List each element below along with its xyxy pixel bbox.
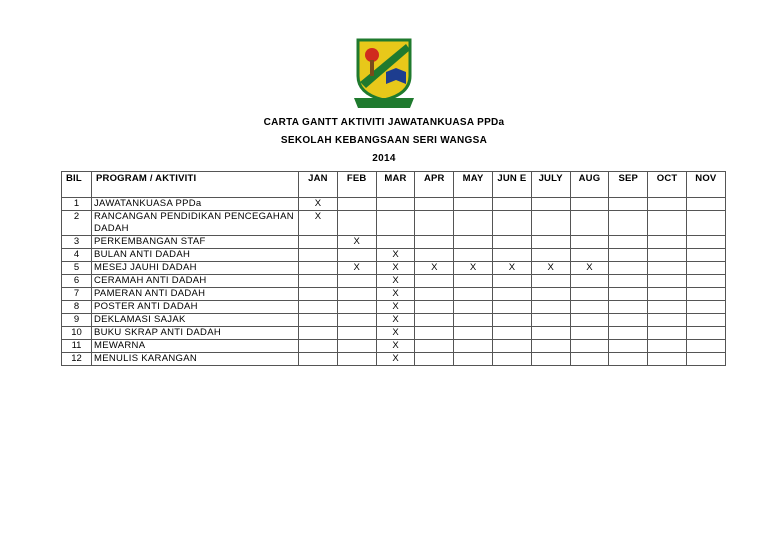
- month-mark-cell: [531, 327, 570, 340]
- row-bil-cell: 5: [62, 262, 92, 275]
- month-mark-cell: [299, 301, 338, 314]
- month-mark-cell: [570, 288, 609, 301]
- crest-red-emblem: [365, 48, 379, 62]
- row-program-cell: RANCANGAN PENDIDIKAN PENCEGAHAN DADAH: [92, 211, 299, 236]
- header-program: PROGRAM / AKTIVITI: [92, 172, 299, 198]
- year-label: 2014: [372, 153, 396, 164]
- month-mark-cell: [415, 314, 454, 327]
- row-program-cell: CERAMAH ANTI DADAH: [92, 275, 299, 288]
- month-mark-cell: X: [299, 198, 338, 211]
- row-bil-cell: 7: [62, 288, 92, 301]
- month-mark-cell: [686, 288, 725, 301]
- month-mark-cell: [337, 353, 376, 366]
- month-mark-cell: [686, 340, 725, 353]
- row-bil-cell: 9: [62, 314, 92, 327]
- month-mark-cell: [570, 198, 609, 211]
- month-mark-cell: [492, 198, 531, 211]
- month-mark-cell: [531, 301, 570, 314]
- table-row: [62, 301, 726, 314]
- month-mark-cell: [531, 198, 570, 211]
- month-mark-cell: X: [376, 262, 415, 275]
- month-mark-cell: [531, 236, 570, 249]
- row-program-cell: MESEJ JAUHI DADAH: [92, 262, 299, 275]
- month-mark-cell: [609, 340, 648, 353]
- month-mark-cell: [609, 211, 648, 236]
- month-mark-cell: [376, 236, 415, 249]
- month-mark-cell: X: [376, 340, 415, 353]
- header-month-apr: APR: [415, 172, 454, 198]
- month-mark-cell: X: [492, 262, 531, 275]
- month-mark-cell: [648, 211, 687, 236]
- month-mark-cell: [570, 327, 609, 340]
- header-month-oct: OCT: [648, 172, 687, 198]
- month-mark-cell: [686, 236, 725, 249]
- month-mark-cell: [299, 236, 338, 249]
- row-program-cell: POSTER ANTI DADAH: [92, 301, 299, 314]
- table-header-row: [62, 172, 726, 198]
- row-program-cell: MENULIS KARANGAN: [92, 353, 299, 366]
- month-mark-cell: [570, 353, 609, 366]
- month-mark-cell: [454, 340, 493, 353]
- month-mark-cell: [415, 198, 454, 211]
- row-program-cell: DEKLAMASI SAJAK: [92, 314, 299, 327]
- month-mark-cell: [415, 288, 454, 301]
- month-mark-cell: X: [531, 262, 570, 275]
- month-mark-cell: [492, 301, 531, 314]
- header-month-may: MAY: [454, 172, 493, 198]
- month-mark-cell: [686, 262, 725, 275]
- month-mark-cell: [570, 314, 609, 327]
- row-bil-cell: 12: [62, 353, 92, 366]
- row-program-cell: MEWARNA: [92, 340, 299, 353]
- month-mark-cell: [492, 353, 531, 366]
- table-row: [62, 249, 726, 262]
- month-mark-cell: [337, 314, 376, 327]
- row-program-cell: BULAN ANTI DADAH: [92, 249, 299, 262]
- month-mark-cell: [415, 249, 454, 262]
- month-mark-cell: [337, 327, 376, 340]
- month-mark-cell: [337, 340, 376, 353]
- month-mark-cell: [531, 211, 570, 236]
- row-bil-cell: 2: [62, 211, 92, 236]
- month-mark-cell: X: [454, 262, 493, 275]
- month-mark-cell: [492, 327, 531, 340]
- month-mark-cell: [531, 288, 570, 301]
- row-program-cell: PERKEMBANGAN STAF: [92, 236, 299, 249]
- gantt-table: [61, 171, 726, 366]
- month-mark-cell: [686, 249, 725, 262]
- month-mark-cell: [415, 236, 454, 249]
- table-row: [62, 236, 726, 249]
- month-mark-cell: [609, 288, 648, 301]
- header-month-july: JULY: [531, 172, 570, 198]
- row-program-cell: PAMERAN ANTI DADAH: [92, 288, 299, 301]
- month-mark-cell: X: [376, 288, 415, 301]
- month-mark-cell: [337, 198, 376, 211]
- month-mark-cell: [686, 301, 725, 314]
- month-mark-cell: [609, 314, 648, 327]
- month-mark-cell: [686, 353, 725, 366]
- month-mark-cell: [492, 275, 531, 288]
- month-mark-cell: [492, 340, 531, 353]
- month-mark-cell: [415, 211, 454, 236]
- month-mark-cell: [648, 275, 687, 288]
- month-mark-cell: X: [570, 262, 609, 275]
- header-month-jan: JAN: [299, 172, 338, 198]
- month-mark-cell: [609, 236, 648, 249]
- header-month-aug: AUG: [570, 172, 609, 198]
- month-mark-cell: [570, 249, 609, 262]
- month-mark-cell: [415, 275, 454, 288]
- school-name: SEKOLAH KEBANGSAAN SERI WANGSA: [280, 135, 488, 146]
- gantt-table-body: [62, 198, 726, 366]
- month-mark-cell: [686, 211, 725, 236]
- table-row: [62, 262, 726, 275]
- month-mark-cell: X: [415, 262, 454, 275]
- header-month-feb: FEB: [337, 172, 376, 198]
- table-row: [62, 288, 726, 301]
- month-mark-cell: [454, 211, 493, 236]
- month-mark-cell: [454, 314, 493, 327]
- month-mark-cell: X: [376, 249, 415, 262]
- month-mark-cell: [686, 198, 725, 211]
- month-mark-cell: [609, 327, 648, 340]
- month-mark-cell: X: [376, 275, 415, 288]
- school-crest-logo: [352, 36, 416, 110]
- month-mark-cell: [648, 198, 687, 211]
- month-mark-cell: [570, 301, 609, 314]
- month-mark-cell: X: [376, 327, 415, 340]
- month-mark-cell: [648, 262, 687, 275]
- row-bil-cell: 10: [62, 327, 92, 340]
- table-row: [62, 314, 726, 327]
- month-mark-cell: [299, 249, 338, 262]
- row-bil-cell: 4: [62, 249, 92, 262]
- month-mark-cell: [609, 301, 648, 314]
- month-mark-cell: [376, 211, 415, 236]
- month-mark-cell: [609, 198, 648, 211]
- month-mark-cell: [686, 327, 725, 340]
- month-mark-cell: X: [337, 262, 376, 275]
- month-mark-cell: [454, 275, 493, 288]
- month-mark-cell: X: [337, 236, 376, 249]
- month-mark-cell: [609, 353, 648, 366]
- month-mark-cell: X: [299, 211, 338, 236]
- header-month-nov: NOV: [686, 172, 725, 198]
- month-mark-cell: [648, 301, 687, 314]
- row-program-cell: BUKU SKRAP ANTI DADAH: [92, 327, 299, 340]
- crest-banner: [354, 98, 414, 108]
- month-mark-cell: [686, 275, 725, 288]
- month-mark-cell: [376, 198, 415, 211]
- row-bil-cell: 6: [62, 275, 92, 288]
- month-mark-cell: [337, 211, 376, 236]
- month-mark-cell: [454, 288, 493, 301]
- month-mark-cell: [531, 249, 570, 262]
- month-mark-cell: [609, 249, 648, 262]
- month-mark-cell: [337, 275, 376, 288]
- month-mark-cell: [570, 236, 609, 249]
- month-mark-cell: [415, 301, 454, 314]
- month-mark-cell: [454, 198, 493, 211]
- month-mark-cell: [299, 327, 338, 340]
- month-mark-cell: [570, 340, 609, 353]
- month-mark-cell: [531, 314, 570, 327]
- header-month-sep: SEP: [609, 172, 648, 198]
- month-mark-cell: [531, 353, 570, 366]
- header-month-mar: MAR: [376, 172, 415, 198]
- month-mark-cell: [337, 249, 376, 262]
- chart-title: CARTA GANTT AKTIVITI JAWATANKUASA PPDa: [263, 117, 505, 128]
- table-row: [62, 211, 726, 236]
- month-mark-cell: [531, 340, 570, 353]
- row-bil-cell: 3: [62, 236, 92, 249]
- header-bil: BIL: [62, 172, 92, 198]
- month-mark-cell: [492, 249, 531, 262]
- month-mark-cell: [299, 275, 338, 288]
- table-row: [62, 327, 726, 340]
- month-mark-cell: [648, 340, 687, 353]
- month-mark-cell: [648, 249, 687, 262]
- month-mark-cell: [686, 314, 725, 327]
- row-bil-cell: 11: [62, 340, 92, 353]
- month-mark-cell: [492, 236, 531, 249]
- month-mark-cell: [609, 262, 648, 275]
- month-mark-cell: [648, 314, 687, 327]
- month-mark-cell: X: [376, 301, 415, 314]
- month-mark-cell: [299, 288, 338, 301]
- row-bil-cell: 1: [62, 198, 92, 211]
- table-row: [62, 275, 726, 288]
- month-mark-cell: [648, 327, 687, 340]
- row-bil-cell: 8: [62, 301, 92, 314]
- month-mark-cell: [648, 353, 687, 366]
- month-mark-cell: [648, 288, 687, 301]
- month-mark-cell: X: [376, 314, 415, 327]
- table-row: [62, 353, 726, 366]
- month-mark-cell: [454, 301, 493, 314]
- month-mark-cell: [454, 353, 493, 366]
- month-mark-cell: [299, 314, 338, 327]
- table-row: [62, 340, 726, 353]
- month-mark-cell: [648, 236, 687, 249]
- month-mark-cell: [454, 327, 493, 340]
- month-mark-cell: [454, 236, 493, 249]
- month-mark-cell: [415, 327, 454, 340]
- month-mark-cell: [415, 340, 454, 353]
- month-mark-cell: [570, 275, 609, 288]
- month-mark-cell: [609, 275, 648, 288]
- month-mark-cell: [492, 211, 531, 236]
- month-mark-cell: [299, 340, 338, 353]
- month-mark-cell: [454, 249, 493, 262]
- month-mark-cell: [337, 288, 376, 301]
- crest-torch-handle: [370, 60, 374, 76]
- month-mark-cell: [570, 211, 609, 236]
- month-mark-cell: [492, 314, 531, 327]
- month-mark-cell: [492, 288, 531, 301]
- month-mark-cell: X: [376, 353, 415, 366]
- month-mark-cell: [299, 262, 338, 275]
- month-mark-cell: [415, 353, 454, 366]
- month-mark-cell: [337, 301, 376, 314]
- table-row: [62, 198, 726, 211]
- month-mark-cell: [299, 353, 338, 366]
- row-program-cell: JAWATANKUASA PPDa: [92, 198, 299, 211]
- month-mark-cell: [531, 275, 570, 288]
- header-month-jun: JUN E: [492, 172, 531, 198]
